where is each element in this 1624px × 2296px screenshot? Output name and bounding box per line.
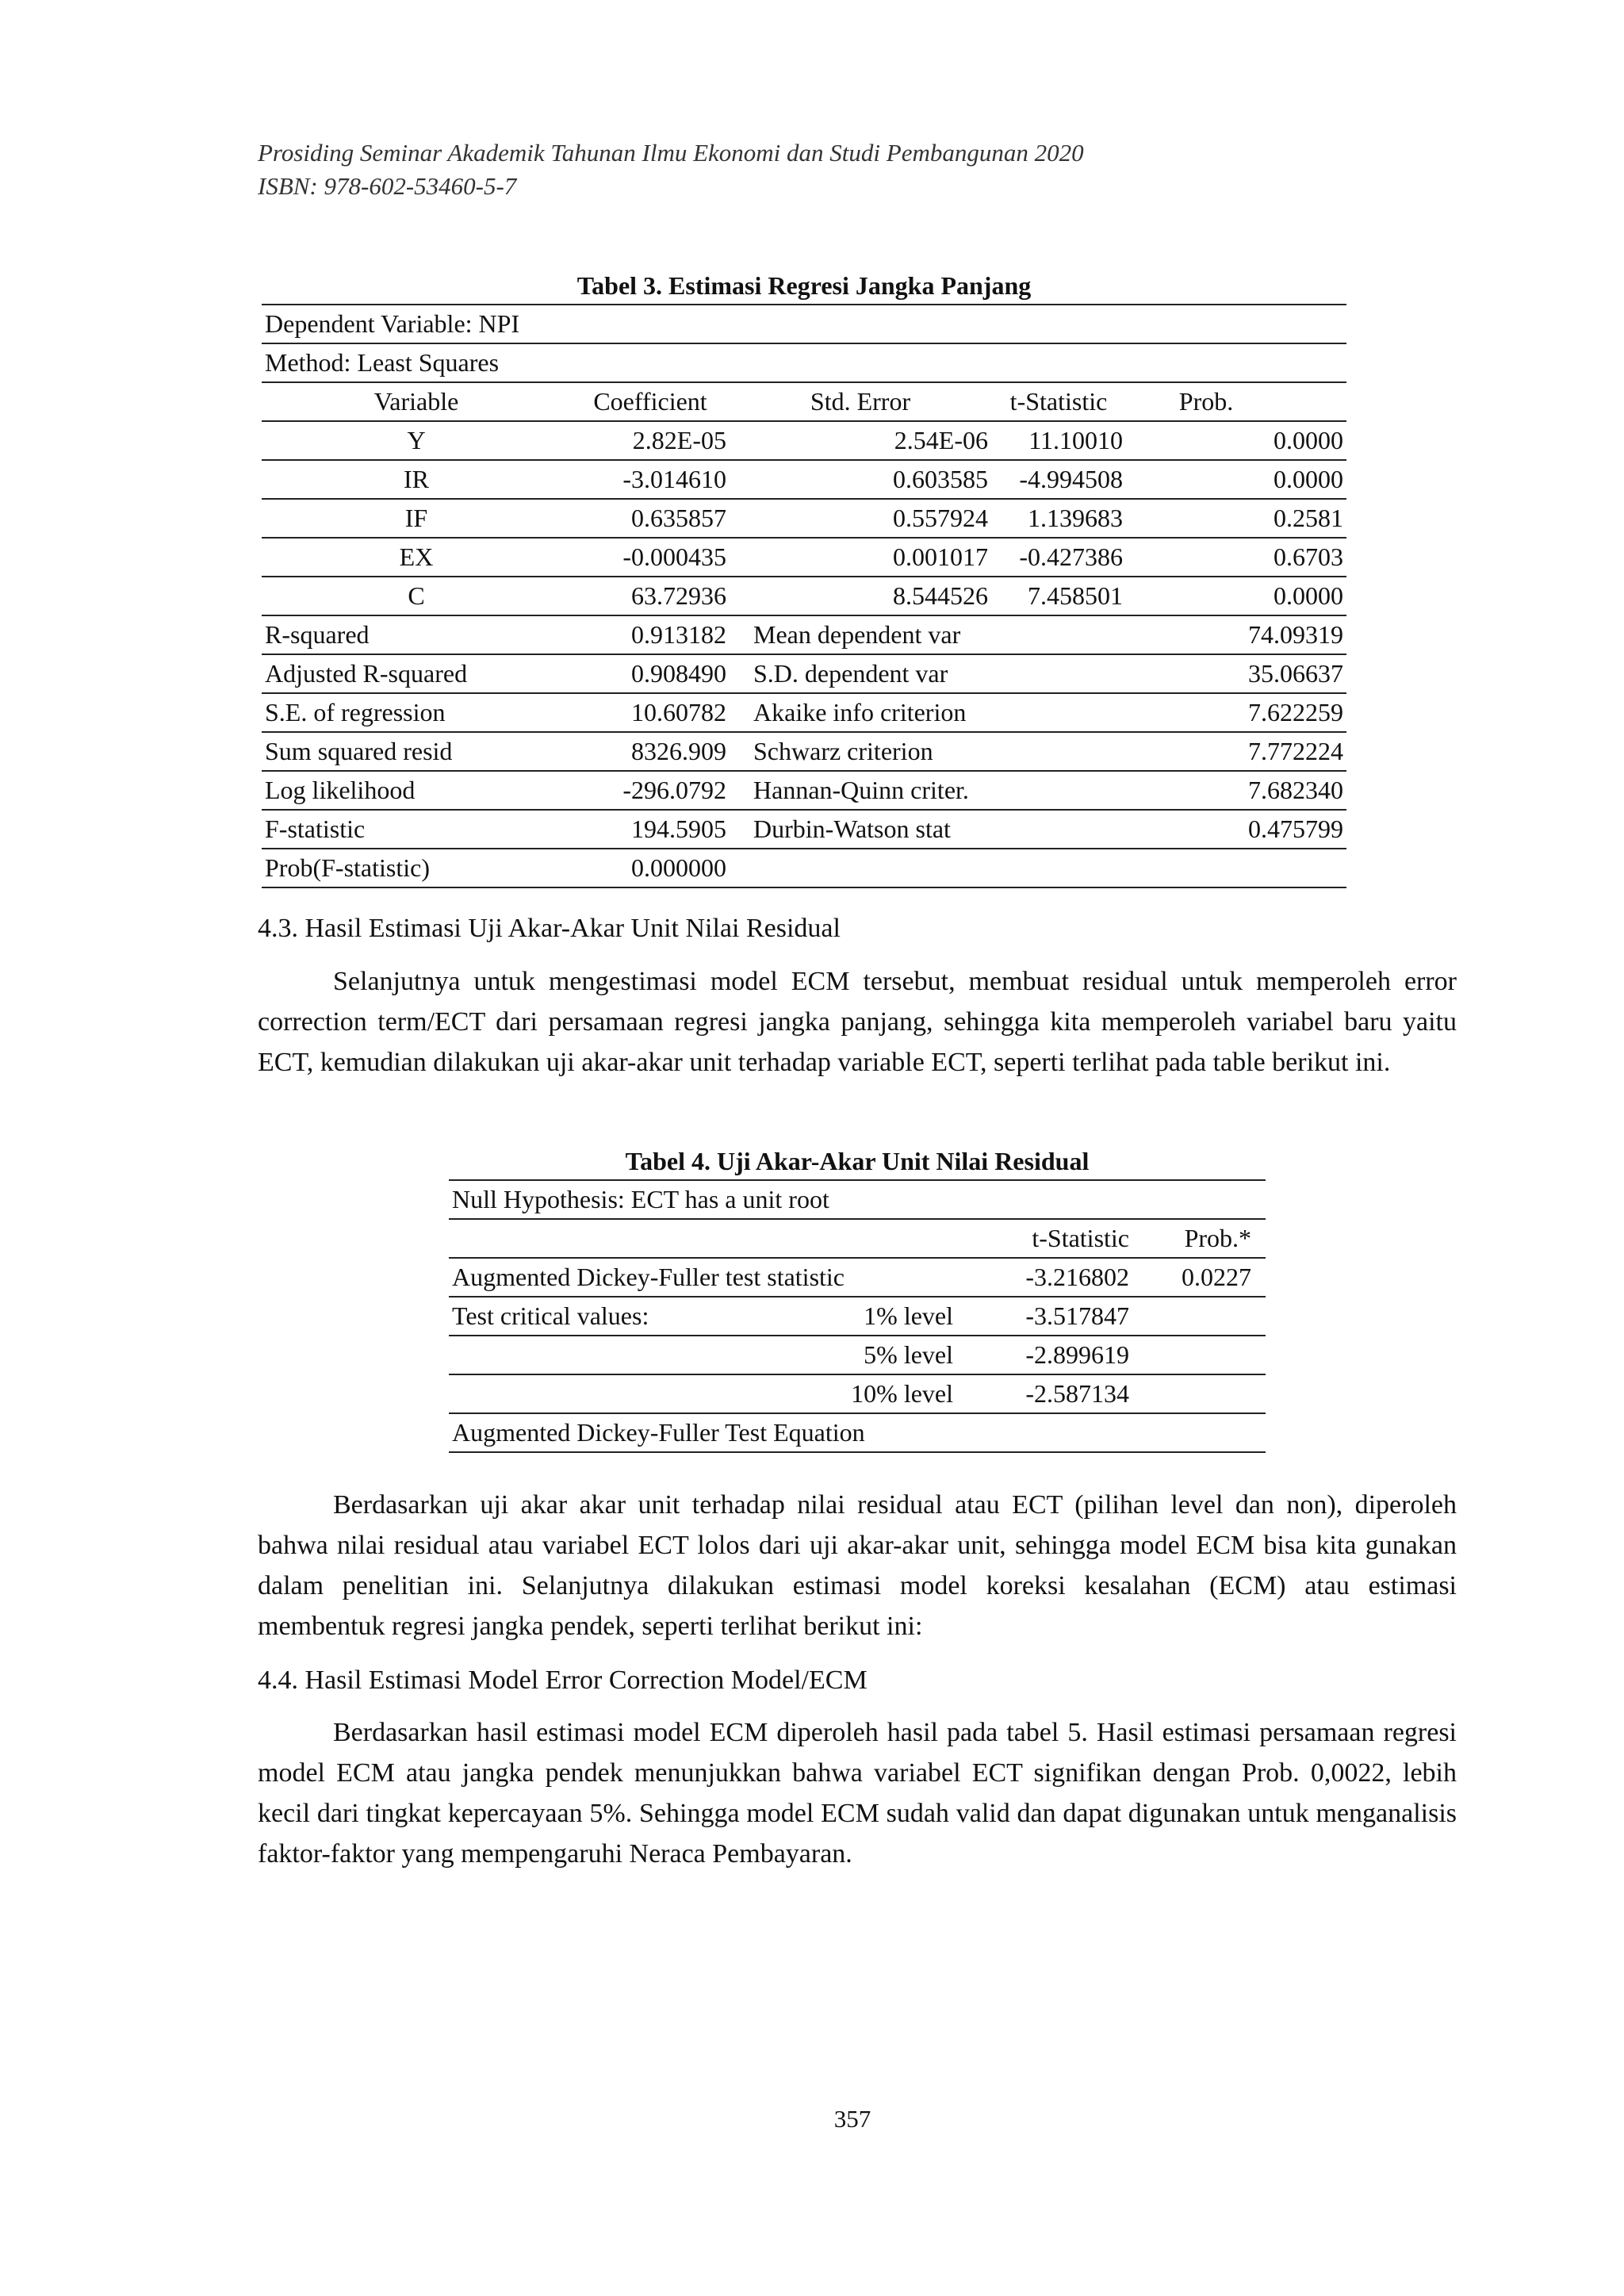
table3-cell-tstat: 1.139683 [991,499,1126,538]
table4-col-prob: Prob.* [1139,1219,1266,1258]
table4-level-value: -2.899619 [956,1336,1139,1374]
table3-cell-prob: 0.2581 [1126,499,1346,538]
table3-col-std-error: Std. Error [730,382,991,421]
stat-value: 74.09319 [1126,615,1346,654]
table3-stat-row [262,849,1346,887]
stat-label: F-statistic [262,810,571,849]
table4-header-row [449,1219,1266,1258]
table4-critical-label: Test critical values: [449,1297,798,1336]
table4-adf-tstat: -3.216802 [956,1258,1139,1297]
stat-value: 0.000000 [571,849,730,887]
table3-stat-row [262,771,1346,810]
table3-cell-coefficient: 2.82E-05 [571,421,730,460]
stat-value: 8326.909 [571,732,730,771]
table3-dependent-row [262,305,1346,343]
stat-value: 35.06637 [1126,654,1346,693]
table3-dependent: Dependent Variable: NPI [262,305,1346,343]
paragraph-after-table4: Berdasarkan uji akar akar unit terhadap nilai residual atau ECT (pilihan level dan non), diperoleh bahwa nilai residual atau variabel ECT lolos dari uji akar-akar unit, sehingga model ECM bisa kita gunakan dalam penelitian ini. Selanjutnya dilakukan estimasi model koreksi kesalahan (ECM) atau estimasi membentuk regresi jangka pendek, seperti terlihat berikut ini: [258,1490,1457,1641]
stat-value: 7.622259 [1126,693,1346,732]
stat-label: Akaike info criterion [730,693,1126,732]
table4-adf-prob: 0.0227 [1139,1258,1266,1297]
table3-cell-prob: 0.0000 [1126,460,1346,499]
section-4-3-heading: 4.3. Hasil Estimasi Uji Akar-Akar Unit Nilai Residual [258,914,841,943]
table4-level: 10% level [798,1374,956,1413]
table3-cell-std-error: 0.557924 [730,499,991,538]
table3-method-row [262,343,1346,382]
table-row [449,1336,1266,1374]
table3-cell-tstat: 7.458501 [991,577,1126,615]
table3-cell-prob: 0.6703 [1126,538,1346,577]
section-4-3-paragraph: Selanjutnya untuk mengestimasi model ECM tersebut, membuat residual untuk memperoleh error correction term/ECT dari persamaan regresi jangka panjang, sehingga kita memperoleh variabel baru yaitu ECT, kemudian dilakukan uji akar-akar unit terhadap variable ECT, seperti terlihat pada table berikut ini. [258,967,1457,1077]
table3-cell-variable: IR [262,460,571,499]
stat-label: R-squared [262,615,571,654]
table4-null-hypothesis: Null Hypothesis: ECT has a unit root [449,1180,1266,1219]
table3-header-row [262,382,1346,421]
table3-cell-coefficient: -3.014610 [571,460,730,499]
stat-value: 0.913182 [571,615,730,654]
table3-cell-variable: IF [262,499,571,538]
table3-cell-coefficient: -0.000435 [571,538,730,577]
table-row [449,1297,1266,1336]
stat-value [1126,849,1346,887]
table4-level: 1% level [798,1297,956,1336]
table3-cell-coefficient: 0.635857 [571,499,730,538]
stat-label: S.D. dependent var [730,654,1126,693]
table3-stat-row [262,693,1346,732]
stat-value: 0.475799 [1126,810,1346,849]
table4-level-value: -3.517847 [956,1297,1139,1336]
table4-level-value: -2.587134 [956,1374,1139,1413]
table3-cell-tstat: -0.427386 [991,538,1126,577]
stat-label: Adjusted R-squared [262,654,571,693]
table4-level: 5% level [798,1336,956,1374]
stat-label: Mean dependent var [730,615,1126,654]
table3-cell-std-error: 8.544526 [730,577,991,615]
table3-col-variable: Variable [262,382,571,421]
table-row [262,460,1346,499]
stat-value: 10.60782 [571,693,730,732]
table4-adf-label: Augmented Dickey-Fuller test statistic [449,1258,956,1297]
table-row [262,421,1346,460]
table3-regression [262,304,1346,888]
stat-label: Prob(F-statistic) [262,849,571,887]
table3-cell-prob: 0.0000 [1126,421,1346,460]
table4-adf-row [449,1258,1266,1297]
table3-cell-std-error: 0.603585 [730,460,991,499]
table3-stat-row [262,810,1346,849]
table-row [262,538,1346,577]
stat-label: Sum squared resid [262,732,571,771]
stat-label: Schwarz criterion [730,732,1126,771]
table3-cell-tstat: -4.994508 [991,460,1126,499]
table3-col-tstat: t-Statistic [991,382,1126,421]
table4-equation-row [449,1413,1266,1452]
stat-label: Hannan-Quinn criter. [730,771,1126,810]
table3-stat-row [262,732,1346,771]
table3-cell-prob: 0.0000 [1126,577,1346,615]
stat-label: S.E. of regression [262,693,571,732]
header-isbn: ISBN: 978-602-53460-5-7 [258,172,517,200]
table3-cell-coefficient: 63.72936 [571,577,730,615]
stat-value: 7.682340 [1126,771,1346,810]
table3-stat-row [262,654,1346,693]
table-row [262,577,1346,615]
section-4-4-paragraph: Berdasarkan hasil estimasi model ECM diperoleh hasil pada tabel 5. Hasil estimasi persamaan regresi model ECM atau jangka pendek menunjukkan bahwa variabel ECT signifikan dengan Prob. 0,0022, lebih kecil dari tingkat kepercayaan 5%. Sehingga model ECM sudah valid dan dapat digunakan untuk menganalisis faktor-faktor yang mempengaruhi Neraca Pembayaran. [258,1718,1457,1869]
section-4-4-heading: 4.4. Hasil Estimasi Model Error Correction Model/ECM [258,1665,868,1695]
table3-cell-variable: Y [262,421,571,460]
stat-value: 194.5905 [571,810,730,849]
table4-caption: Tabel 4. Uji Akar-Akar Unit Nilai Residual [625,1147,1090,1175]
table4-unit-root [449,1179,1266,1453]
table-row [262,499,1346,538]
stat-value: -296.0792 [571,771,730,810]
table3-cell-variable: C [262,577,571,615]
table3-cell-tstat: 11.10010 [991,421,1126,460]
table3-col-prob: Prob. [1126,382,1346,421]
table3-method: Method: Least Squares [262,343,1346,382]
stat-label: Log likelihood [262,771,571,810]
running-header [258,136,1084,203]
page-number: 357 [833,2105,871,2133]
table3-col-coefficient: Coefficient [571,382,730,421]
table4-null-row [449,1180,1266,1219]
header-title: Prosiding Seminar Akademik Tahunan Ilmu Ekonomi dan Studi Pembangunan 2020 [258,139,1084,167]
table-row [449,1374,1266,1413]
stat-label: Durbin-Watson stat [730,810,1126,849]
table4-equation-label: Augmented Dickey-Fuller Test Equation [449,1413,1266,1452]
stat-value: 7.772224 [1126,732,1346,771]
table3-cell-std-error: 0.001017 [730,538,991,577]
table3-caption: Tabel 3. Estimasi Regresi Jangka Panjang [576,271,1032,300]
stat-value: 0.908490 [571,654,730,693]
table3-cell-variable: EX [262,538,571,577]
stat-label [730,849,1126,887]
table4-col-tstat: t-Statistic [956,1219,1139,1258]
table3-cell-std-error: 2.54E-06 [730,421,991,460]
table3-stat-row [262,615,1346,654]
